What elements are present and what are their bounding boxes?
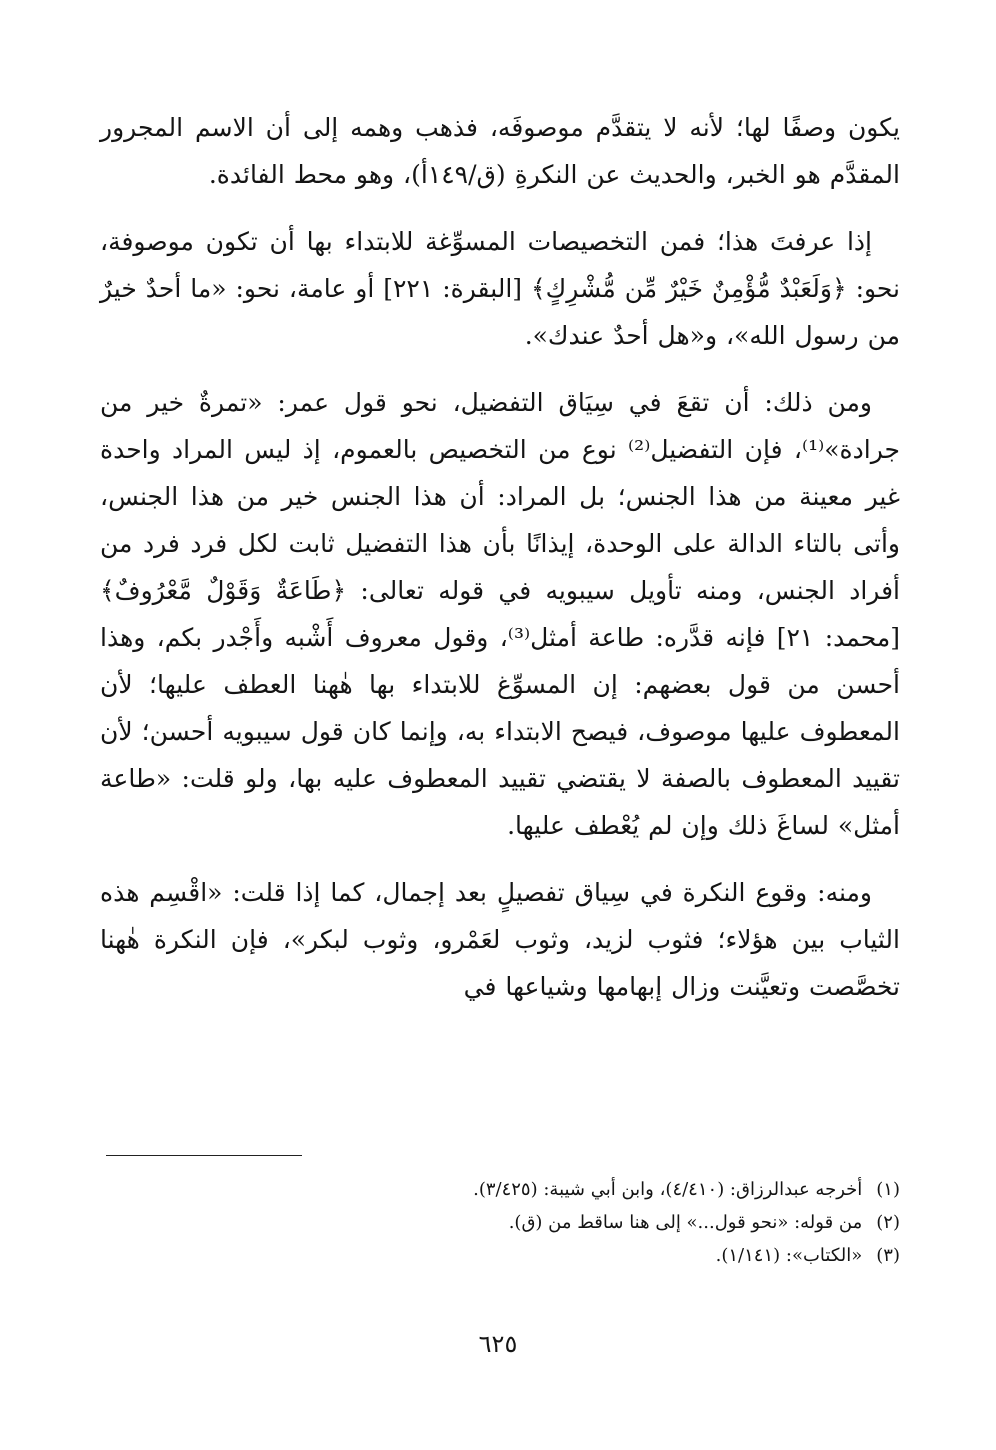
paragraph-4: ومنه: وقوع النكرة في سِياق تفصيلٍ بعد إجمال، كما إذا قلت: «اقْسِم هذه الثياب بين هؤلاء؛ فثوب لزيد، وثوب لعَمْرو، وثوب لبكر»، فإن النكرة هٰهنا تخصَّصت وتعيَّنت وزال إبهامها وشياعها في: [100, 878, 900, 1001]
footnote-2: [100, 1206, 900, 1239]
footnote-3: [100, 1239, 900, 1272]
footnote-number: (١): [876, 1179, 900, 1200]
footnote-text: أخرجه عبدالرزاق: (٤/٤١٠)، وابن أبي شيبة: (٣/٤٢٥).: [473, 1179, 863, 1200]
footnotes: [100, 1173, 900, 1272]
main-text: [100, 104, 900, 1030]
footnote-text: «الكتاب»: (١/١٤١).: [715, 1245, 863, 1266]
footnote-1: [100, 1173, 900, 1206]
paragraph-1: يكون وصفًا لها؛ لأنه لا يتقدَّم موصوفَه، فذهب وهمه إلى أن الاسم المجرور المقدَّم هو الخبر، والحديث عن النكرةِ (ق/١٤٩أ)، وهو محط الفائدة.: [100, 113, 900, 189]
footnote-number: (٣): [876, 1245, 900, 1266]
paragraph-2: إذا عرفتَ هذا؛ فمن التخصيصات المسوِّغة للابتداء بها أن تكون موصوفة، نحو: ﴿وَلَعَبْدٌ مُّؤْمِنٌ خَيْرٌ مِّن مُّشْرِكٍ﴾ [البقرة: ٢٢١] أو عامة، نحو: «ما أحدٌ خيرٌ من رسول الله»، و«هل أحدٌ عندك».: [100, 227, 900, 350]
footnote-separator: [106, 1155, 302, 1156]
footnote-number: (٢): [876, 1212, 900, 1233]
paragraph-3: ومن ذلك: أن تقعَ في سِيَاق التفضيل، نحو قول عمر: «تمرةٌ خير من جرادة»⁽¹⁾، فإن التفضيل⁽²⁾ نوع من التخصيص بالعموم، إذ ليس المراد واحدة غير معينة من هذا الجنس؛ بل المراد: أن هذا الجنس خير من هذا الجنس، وأتى بالتاء الدالة على الوحدة، إيذانًا بأن هذا التفضيل ثابت لكل فرد فرد من أفراد الجنس، ومنه تأويل سيبويه في قوله تعالى: ﴿طَاعَةٌ وَقَوْلٌ مَّعْرُوفٌ﴾ [محمد: ٢١] فإنه قدَّره: طاعة أمثل⁽³⁾، وقول معروف أَشْبه وأَجْدر بكم، وهذا أحسن من قول بعضهم: إن المسوِّغ للابتداء بها هٰهنا العطف عليها؛ لأن المعطوف عليها موصوف، فيصح الابتداء به، وإنما كان قول سيبويه أحسن؛ لأن تقييد المعطوف بالصفة لا يقتضي تقييد المعطوف عليه بها، ولو قلت: «طاعة أمثل» لساغَ ذلك وإن لم يُعْطف عليها.: [100, 388, 900, 840]
page-number: ٦٢٥: [478, 1330, 518, 1358]
footnote-text: من قوله: «نحو قول...» إلى هنا ساقط من (ق).: [508, 1212, 863, 1233]
